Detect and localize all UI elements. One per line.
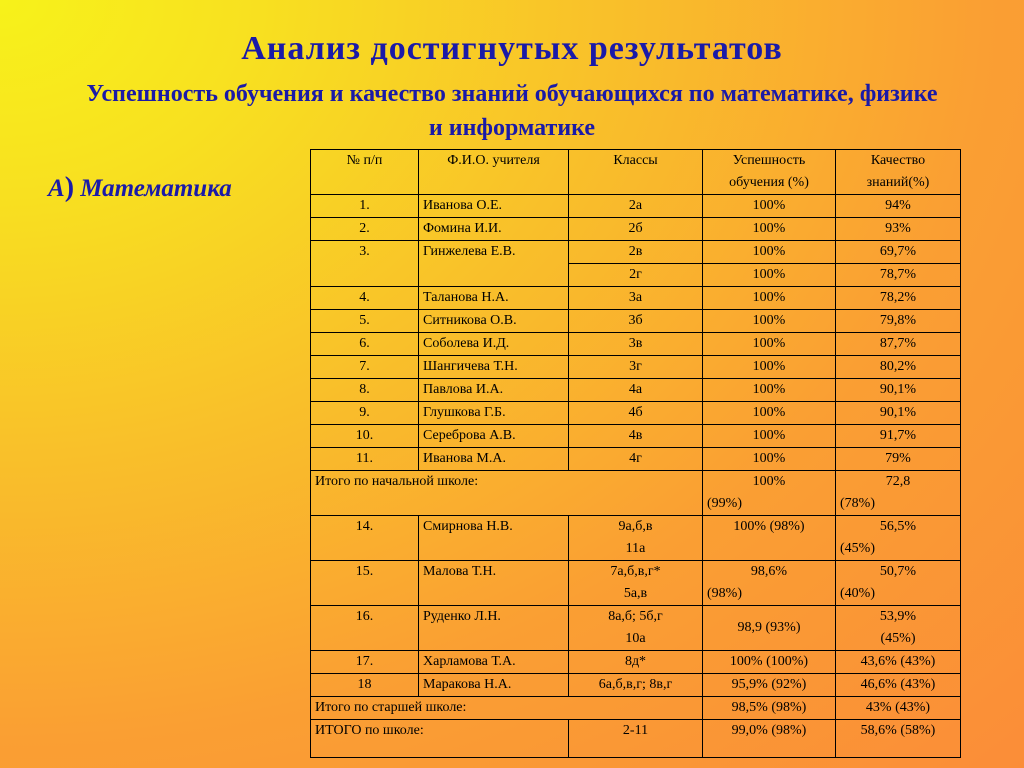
school-total-row xyxy=(311,720,961,758)
table-row xyxy=(311,402,961,425)
senior-total-success: 98,5% (98%) xyxy=(703,697,836,720)
row-class-line: 11а xyxy=(625,541,646,556)
section-letter: А xyxy=(48,175,65,202)
row-success: 100% xyxy=(703,218,836,241)
primary-total-quality-value: 72,8 xyxy=(885,474,911,489)
row-number: 1. xyxy=(311,195,419,218)
row-success: 100% xyxy=(703,402,836,425)
row-teacher: Харламова Т.А. xyxy=(419,651,569,674)
row-class: 6а,б,в,г; 8в,г xyxy=(569,674,703,697)
row-teacher: Фомина И.И. xyxy=(419,218,569,241)
row-success: 98,9 (93%) xyxy=(703,606,836,651)
row-number: 16. xyxy=(311,606,419,651)
row-quality xyxy=(836,516,961,561)
row-number: 8. xyxy=(311,379,419,402)
section-name: Математика xyxy=(80,175,232,202)
row-class: 3а xyxy=(569,287,703,310)
school-total-quality: 58,6% (58%) xyxy=(836,720,961,758)
header-teacher: Ф.И.О. учителя xyxy=(419,150,569,195)
row-quality-line: (45%) xyxy=(840,541,875,556)
row-teacher: Павлова И.А. xyxy=(419,379,569,402)
row-quality xyxy=(836,606,961,651)
primary-total-success-value: 100% xyxy=(752,474,786,489)
school-total-label: ИТОГО по школе: xyxy=(311,720,569,758)
table-row xyxy=(311,310,961,333)
table-row xyxy=(311,674,961,697)
row-quality: 87,7% xyxy=(836,333,961,356)
row-teacher: Смирнова Н.В. xyxy=(419,516,569,561)
row-number: 7. xyxy=(311,356,419,379)
primary-total-label: Итого по начальной школе: xyxy=(311,471,703,516)
senior-total-quality: 43% (43%) xyxy=(836,697,961,720)
row-teacher: Соболева И.Д. xyxy=(419,333,569,356)
row-quality: 80,2% xyxy=(836,356,961,379)
row-success: 100% xyxy=(703,310,836,333)
row-teacher: Ситникова О.В. xyxy=(419,310,569,333)
row-class: 3в xyxy=(569,333,703,356)
row-quality: 46,6% (43%) xyxy=(836,674,961,697)
row-number: 11. xyxy=(311,448,419,471)
row-quality: 90,1% xyxy=(836,379,961,402)
row-success-line: 98,6% xyxy=(750,564,788,579)
row-number: 18 xyxy=(311,674,419,697)
section-paren: ) xyxy=(64,172,75,203)
row-success: 100% xyxy=(703,379,836,402)
row-number: 14. xyxy=(311,516,419,561)
row-teacher: Гинжелева Е.В. xyxy=(419,241,569,287)
row-class-line: 7а,б,в,г* xyxy=(610,564,661,579)
row-class: 4г xyxy=(569,448,703,471)
row-quality: 69,7% xyxy=(836,241,961,264)
row-quality: 90,1% xyxy=(836,402,961,425)
row-success: 100% (100%) xyxy=(703,651,836,674)
row-quality-line: (40%) xyxy=(840,586,875,601)
table-row xyxy=(311,425,961,448)
row-class: 3б xyxy=(569,310,703,333)
row-quality-line: (45%) xyxy=(880,631,916,646)
row-teacher: Таланова Н.А. xyxy=(419,287,569,310)
row-quality: 78,7% xyxy=(836,264,961,287)
table-row xyxy=(311,356,961,379)
row-quality: 43,6% (43%) xyxy=(836,651,961,674)
row-success: 100% xyxy=(703,425,836,448)
row-success: 100% xyxy=(703,264,836,287)
row-number: 5. xyxy=(311,310,419,333)
row-quality-line: 56,5% xyxy=(879,519,917,534)
header-success: Успешность обучения (%) xyxy=(703,150,836,195)
row-success xyxy=(703,561,836,606)
table-row xyxy=(311,287,961,310)
row-class: 4а xyxy=(569,379,703,402)
row-teacher: Маракова Н.А. xyxy=(419,674,569,697)
row-number: 4. xyxy=(311,287,419,310)
table-row xyxy=(311,516,961,561)
primary-total-success-prev: (99%) xyxy=(707,496,742,511)
row-class: 3г xyxy=(569,356,703,379)
row-class: 2а xyxy=(569,195,703,218)
row-success: 100% xyxy=(703,195,836,218)
row-quality: 91,7% xyxy=(836,425,961,448)
table-row xyxy=(311,651,961,674)
row-teacher: Иванова О.Е. xyxy=(419,195,569,218)
table-row xyxy=(311,241,961,264)
row-number: 2. xyxy=(311,218,419,241)
row-quality: 94% xyxy=(836,195,961,218)
row-class-line: 5а,в xyxy=(623,586,648,601)
row-number: 9. xyxy=(311,402,419,425)
row-class: 8д* xyxy=(569,651,703,674)
page-subtitle: Успешность обучения и качество знаний обучающихся по математике, физике и информатике xyxy=(86,81,938,141)
row-success: 100% xyxy=(703,241,836,264)
row-number: 3. xyxy=(311,241,419,287)
row-quality: 78,2% xyxy=(836,287,961,310)
row-class-line: 10а xyxy=(625,631,646,646)
primary-total-quality-prev: (78%) xyxy=(840,496,875,511)
row-class: 2г xyxy=(569,264,703,287)
page-title: Анализ достигнутых результатов xyxy=(241,30,783,67)
table-row xyxy=(311,218,961,241)
row-class xyxy=(569,561,703,606)
row-success: 100% xyxy=(703,287,836,310)
row-number: 6. xyxy=(311,333,419,356)
row-teacher: Глушкова Г.Б. xyxy=(419,402,569,425)
row-quality-line: 53,9% xyxy=(879,609,917,624)
row-number: 10. xyxy=(311,425,419,448)
row-teacher: Руденко Л.Н. xyxy=(419,606,569,651)
row-class xyxy=(569,516,703,561)
row-class: 4в xyxy=(569,425,703,448)
header-classes: Классы xyxy=(569,150,703,195)
row-quality xyxy=(836,561,961,606)
row-quality: 79,8% xyxy=(836,310,961,333)
school-total-classes: 2-11 xyxy=(569,720,703,758)
table-row xyxy=(311,448,961,471)
table-header-row xyxy=(311,150,961,195)
row-success-line: (98%) xyxy=(707,586,742,601)
row-class-line: 8а,б; 5б,г xyxy=(608,609,663,624)
row-class xyxy=(569,606,703,651)
table-row xyxy=(311,195,961,218)
header-number: № п/п xyxy=(311,150,419,195)
senior-total-row xyxy=(311,697,961,720)
row-teacher: Шангичева Т.Н. xyxy=(419,356,569,379)
row-number: 15. xyxy=(311,561,419,606)
table-row xyxy=(311,333,961,356)
row-success: 100% xyxy=(703,333,836,356)
row-class: 2б xyxy=(569,218,703,241)
row-success: 95,9% (92%) xyxy=(703,674,836,697)
row-success: 100% xyxy=(703,356,836,379)
primary-total-success xyxy=(703,471,836,516)
header-quality: Качество знаний(%) xyxy=(836,150,961,195)
row-quality-line: 50,7% xyxy=(879,564,917,579)
primary-total-quality xyxy=(836,471,961,516)
table-row xyxy=(311,379,961,402)
results-table xyxy=(310,149,961,758)
row-quality: 79% xyxy=(836,448,961,471)
school-total-success: 99,0% (98%) xyxy=(703,720,836,758)
row-teacher: Сереброва А.В. xyxy=(419,425,569,448)
row-teacher: Малова Т.Н. xyxy=(419,561,569,606)
row-class: 2в xyxy=(569,241,703,264)
senior-total-label: Итого по старшей школе: xyxy=(311,697,703,720)
row-quality: 93% xyxy=(836,218,961,241)
row-success: 100% xyxy=(703,448,836,471)
row-number: 17. xyxy=(311,651,419,674)
row-class: 4б xyxy=(569,402,703,425)
section-heading xyxy=(48,172,232,204)
primary-total-row xyxy=(311,471,961,516)
table-row xyxy=(311,561,961,606)
row-success: 100% (98%) xyxy=(703,516,836,561)
row-class-line: 9а,б,в xyxy=(618,519,653,534)
row-teacher: Иванова М.А. xyxy=(419,448,569,471)
table-row xyxy=(311,606,961,651)
